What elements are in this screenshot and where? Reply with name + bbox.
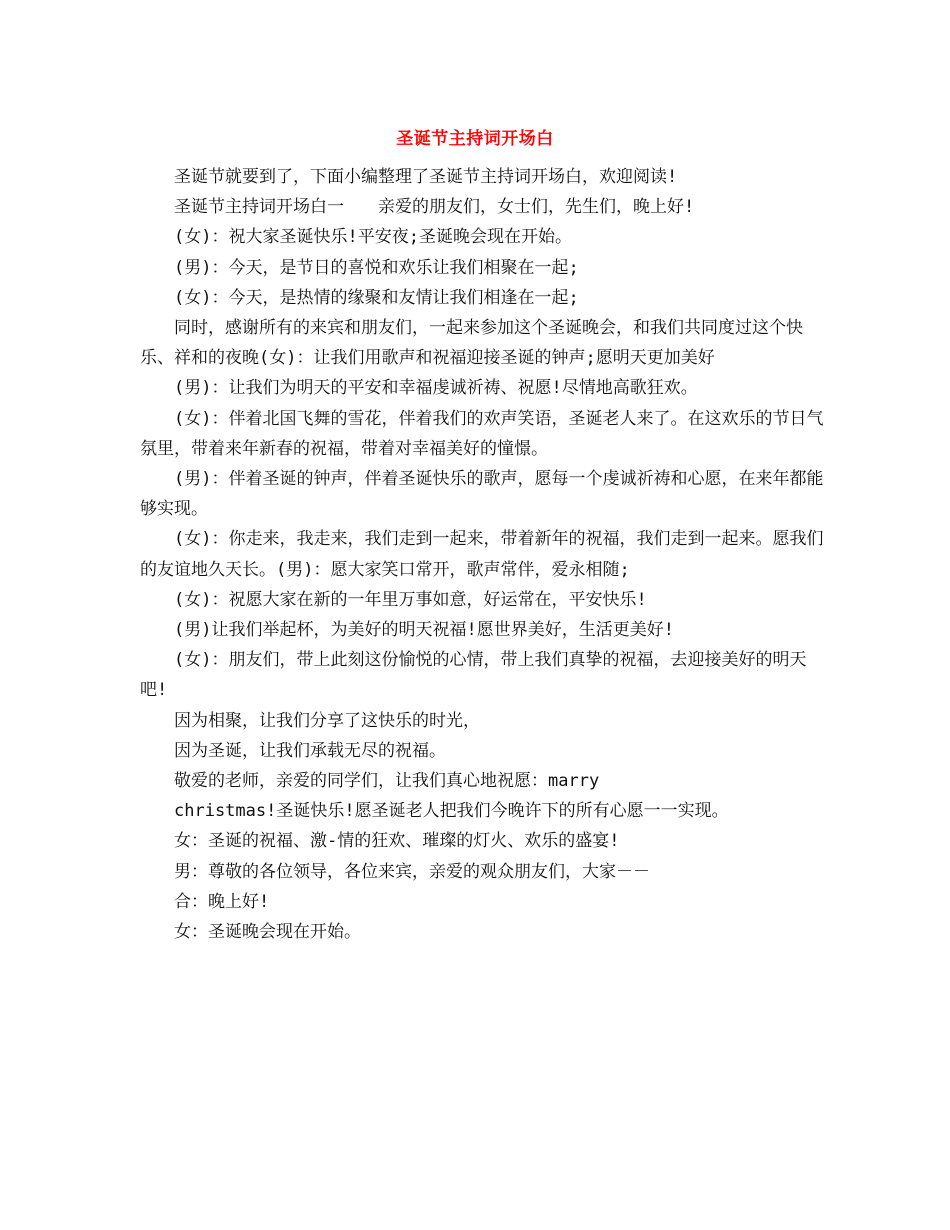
paragraph: (女)：祝大家圣诞快乐!平安夜;圣诞晚会现在开始。 — [174, 227, 572, 248]
document-body — [140, 162, 830, 947]
paragraph: 同时，感谢所有的来宾和朋友们，一起来参加这个圣诞晚会，和我们共同度过这个快乐、祥和的夜晚(女)：让我们用歌声和祝福迎接圣诞的钟声;愿明天更加美好 — [140, 318, 803, 369]
paragraph: (男)：今天，是节日的喜悦和欢乐让我们相聚在一起; — [174, 257, 579, 278]
paragraph: (男)：让我们为明天的平安和幸福虔诚祈祷、祝愿!尽情地高歌狂欢。 — [174, 378, 698, 399]
paragraph: 因为圣诞，让我们承载无尽的祝福。 — [174, 740, 446, 761]
paragraph: 圣诞节主持词开场白一 亲爱的朋友们，女士们，先生们，晚上好! — [174, 197, 695, 218]
paragraph-intro: 圣诞节就要到了，下面小编整理了圣诞节主持词开场白，欢迎阅读! — [174, 167, 678, 187]
paragraph: 因为相聚，让我们分享了这快乐的时光， — [174, 710, 480, 731]
paragraph: (女)：今天，是热情的缘聚和友情让我们相逢在一起; — [174, 287, 579, 308]
paragraph: (女)：朋友们，带上此刻这份愉悦的心情，带上我们真挚的祝福，去迎接美好的明天吧! — [140, 650, 807, 701]
paragraph: (女)：你走来，我走来，我们走到一起来，带着新年的祝福，我们走到一起来。愿我们的友谊地久天长。(男)：愿大家笑口常开，歌声常伴，爱永相随; — [140, 529, 824, 580]
paragraph: 女：圣诞晚会现在开始。 — [174, 922, 361, 943]
paragraph: (男)：伴着圣诞的钟声，伴着圣诞快乐的歌声，愿每一个虔诚祈祷和心愿，在来年都能够实现。 — [140, 469, 824, 520]
paragraph: (男)让我们举起杯，为美好的明天祝福!愿世界美好，生活更美好! — [174, 620, 674, 641]
paragraph: christmas!圣诞快乐!愿圣诞老人把我们今晚许下的所有心愿一一实现。 — [174, 801, 729, 822]
paragraph: 敬爱的老师，亲爱的同学们，让我们真心地祝愿：marry — [174, 771, 600, 792]
paragraph: 合：晚上好! — [174, 891, 270, 912]
paragraph: 女：圣诞的祝福、激-情的狂欢、璀璨的灯火、欢乐的盛宴! — [174, 831, 620, 852]
document-title: 圣诞节主持词开场白 — [396, 129, 554, 149]
paragraph: (女)：伴着北国飞舞的雪花，伴着我们的欢声笑语，圣诞老人来了。在这欢乐的节日气氛里，带着来年新春的祝福，带着对幸福美好的憧憬。 — [140, 408, 824, 459]
paragraph: (女)：祝愿大家在新的一年里万事如意，好运常在，平安快乐! — [174, 589, 647, 610]
paragraph: 男：尊敬的各位领导，各位来宾，亲爱的观众朋友们，大家－－ — [174, 861, 650, 882]
